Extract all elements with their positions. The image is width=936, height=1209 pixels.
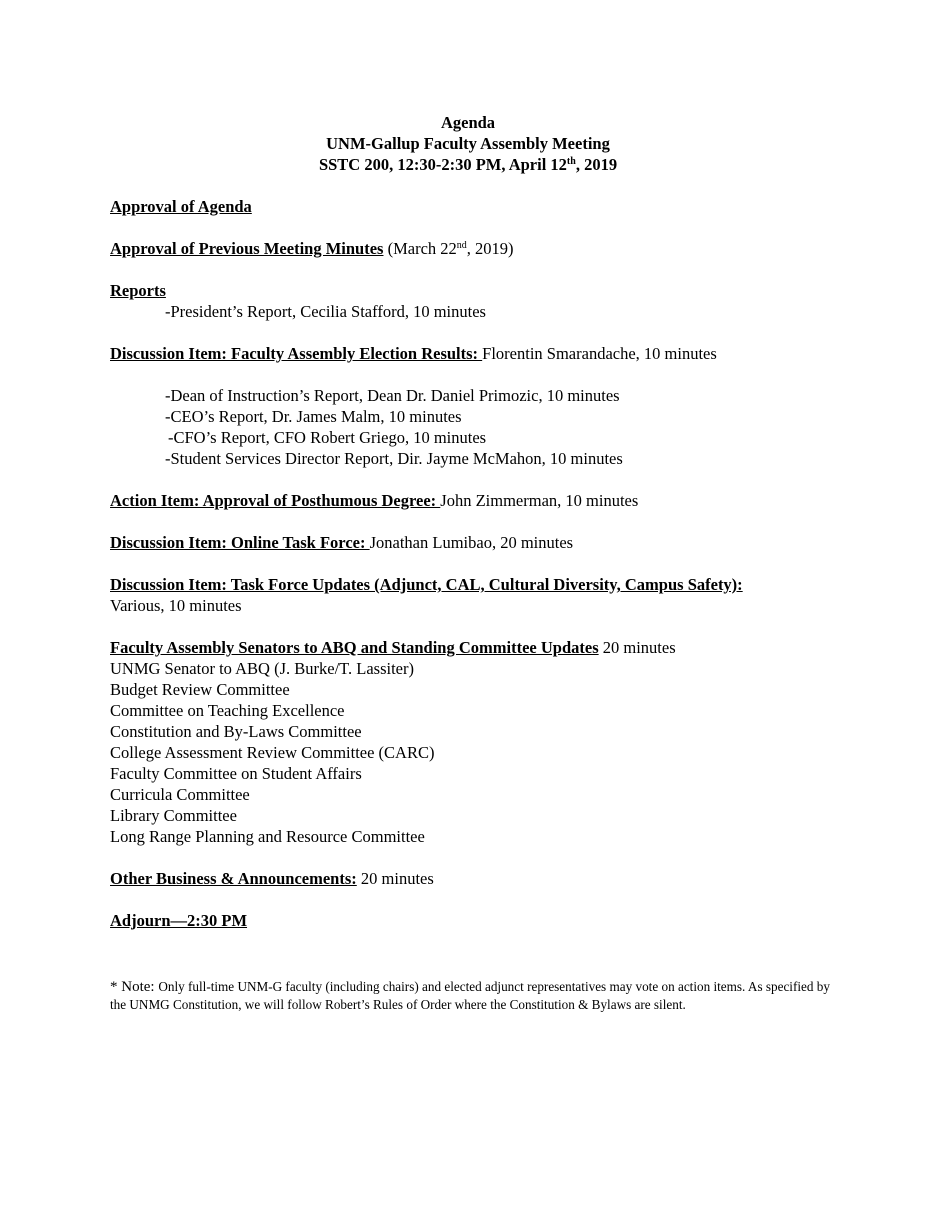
election-heading: Discussion Item: Faculty Assembly Election Results: (110, 344, 483, 363)
committee-item: Committee on Teaching Excellence (110, 701, 345, 720)
posthumous-heading: Action Item: Approval of Posthumous Degree: (110, 491, 441, 510)
footnote (110, 978, 830, 1014)
approval-prev-minutes (110, 238, 850, 259)
agenda-body (110, 196, 850, 931)
senators-detail: 20 minutes (598, 638, 676, 657)
other-business-heading: Other Business & Announcements: (110, 869, 357, 888)
task-force-heading: Discussion Item: Task Force Updates (Adjunct, CAL, Cultural Diversity, Campus Safety): (110, 575, 743, 594)
other-business-item (110, 868, 850, 889)
committee-item: College Assessment Review Committee (CARC) (110, 743, 435, 762)
meeting-details-year: , 2019 (575, 155, 618, 174)
adjourn-heading: Adjourn—2:30 PM (110, 911, 248, 930)
posthumous-degree-item (110, 490, 850, 511)
committee-item: UNMG Senator to ABQ (J. Burke/T. Lassiter) (110, 659, 414, 678)
other-business-detail: 20 minutes (356, 869, 434, 888)
online-heading: Discussion Item: Online Task Force: (110, 533, 370, 552)
committee-item: Curricula Committee (110, 785, 250, 804)
committee-item: Constitution and By-Laws Committee (110, 722, 362, 741)
report-cfo: -CFO’s Report, CFO Robert Griego, 10 minutes (168, 428, 487, 447)
committee-item: Budget Review Committee (110, 680, 290, 699)
election-detail: Florentin Smarandache, 10 minutes (482, 344, 717, 363)
report-student-services: -Student Services Director Report, Dir. Jayme McMahon, 10 minutes (165, 449, 623, 468)
prev-minutes-year: , 2019) (466, 239, 514, 258)
task-force-detail: Various, 10 minutes (110, 596, 242, 615)
prev-minutes-date: (March 22 (383, 239, 457, 258)
posthumous-detail: John Zimmerman, 10 minutes (440, 491, 639, 510)
online-detail: Jonathan Lumibao, 20 minutes (369, 533, 574, 552)
committee-item: Faculty Committee on Student Affairs (110, 764, 362, 783)
adjourn-item (110, 910, 850, 931)
committee-item: Library Committee (110, 806, 237, 825)
prev-minutes-sup: nd (456, 240, 467, 251)
election-results-item (110, 343, 850, 364)
senators-item (110, 637, 850, 658)
committee-item: Long Range Planning and Resource Committee (110, 827, 425, 846)
senators-heading: Faculty Assembly Senators to ABQ and Standing Committee Updates (110, 638, 599, 657)
meeting-details-sup: th (566, 156, 576, 167)
task-force-updates-item (110, 574, 850, 595)
reports-section (110, 280, 850, 301)
report-ceo: -CEO’s Report, Dr. James Malm, 10 minutes (165, 407, 462, 426)
online-task-force-item (110, 532, 850, 553)
prev-minutes-heading: Approval of Previous Meeting Minutes (110, 239, 384, 258)
footnote-label: * Note: (110, 979, 159, 995)
meeting-details (0, 154, 936, 175)
reports-heading: Reports (110, 281, 166, 300)
approval-of-agenda (110, 196, 850, 217)
agenda-header (0, 112, 936, 175)
footnote-text: Only full-time UNM-G faculty (including chairs) and elected adjunct representatives may vote on action items. As specified by the UNMG Constitution, we will follow Robert’s Rules of Order where the Constitution & Bylaws are silent. (110, 979, 830, 1012)
president-report: -President’s Report, Cecilia Stafford, 10 minutes (165, 302, 486, 321)
agenda-title: Agenda (440, 113, 496, 132)
meeting-name: UNM-Gallup Faculty Assembly Meeting (326, 134, 610, 153)
approval-of-agenda-heading: Approval of Agenda (110, 197, 252, 216)
report-dean: -Dean of Instruction’s Report, Dean Dr. Daniel Primozic, 10 minutes (165, 386, 620, 405)
meeting-details-text: SSTC 200, 12:30-2:30 PM, April 12 (318, 155, 567, 174)
